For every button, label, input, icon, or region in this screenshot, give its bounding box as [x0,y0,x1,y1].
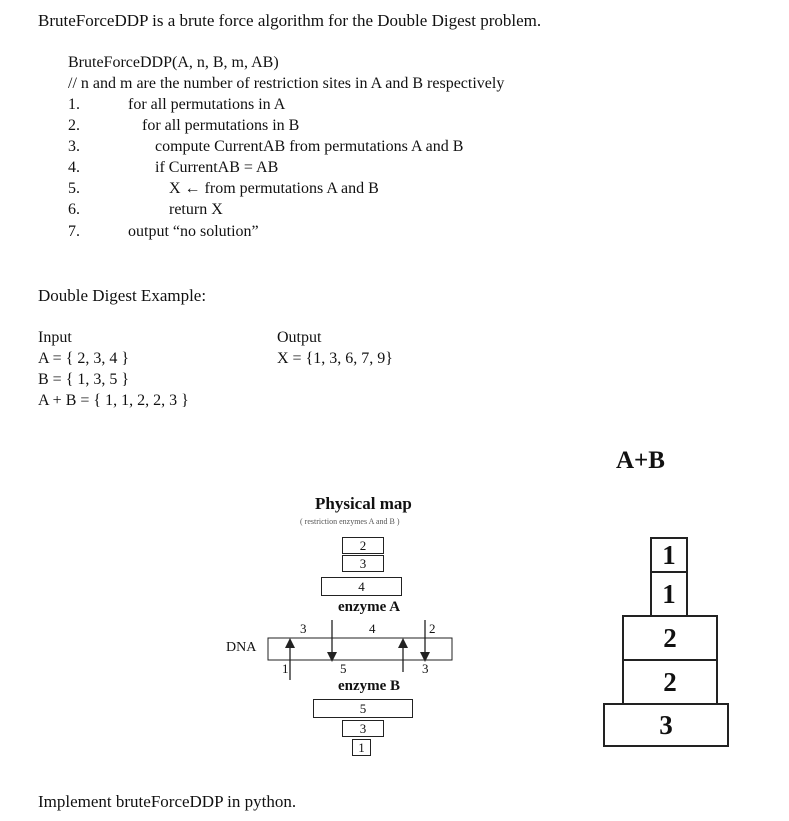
a-segment-label: 4 [369,621,376,636]
sum-block: 2 [622,615,718,661]
dna-strand [260,610,460,685]
sum-block: 1 [650,571,688,617]
enzyme-b-label: enzyme B [338,678,401,694]
sum-title: A+B [616,447,665,474]
sum-block: 3 [603,703,729,747]
line-number: 1. [68,96,80,113]
b-segment-label: 5 [340,661,347,676]
physical-map-title: Physical map [315,494,412,513]
b-segment-label: 3 [422,661,429,676]
algorithm-line: return X [169,201,223,218]
a-stack-block: 2 [342,537,384,554]
b-stack-block: 1 [352,739,371,756]
enzyme-a-label: enzyme A [338,599,401,615]
example-heading: Double Digest Example: [38,286,207,305]
algorithm-comment: // n and m are the number of restriction sites in A and B respectively [68,75,505,92]
b-stack-block: 5 [313,699,413,718]
input-line: A = { 2, 3, 4 } [38,350,130,367]
algorithm-line: X ← from permutations A and B [169,180,379,197]
output-line: X = {1, 3, 6, 7, 9} [277,350,393,367]
a-segment-label: 2 [429,621,436,636]
input-line: B = { 1, 3, 5 } [38,371,130,388]
sum-block: 1 [650,537,688,573]
algorithm-signature: BruteForceDDP(A, n, B, m, AB) [68,54,279,71]
line-number: 6. [68,201,80,218]
line-number: 2. [68,117,80,134]
b-segment-label: 1 [282,661,289,676]
line-number: 3. [68,138,80,155]
algorithm-line: for all permutations in B [142,117,300,134]
algorithm-line: for all permutations in A [128,96,286,113]
intro-text: BruteForceDDP is a brute force algorithm for the Double Digest problem. [38,11,542,30]
input-line: A + B = { 1, 1, 2, 2, 3 } [38,392,189,409]
line-number: 7. [68,223,80,240]
line-number: 5. [68,180,80,197]
a-stack-block: 3 [342,555,384,572]
physical-map-subtitle: ( restriction enzymes A and B ) [300,517,400,526]
b-stack-block: 3 [342,720,384,737]
output-label: Output [277,329,322,346]
line-number: 4. [68,159,80,176]
sum-block: 2 [622,659,718,705]
footer-text: Implement bruteForceDDP in python. [38,792,297,811]
a-stack-block: 4 [321,577,402,596]
input-label: Input [38,329,72,346]
algorithm-line: compute CurrentAB from permutations A and B [155,138,464,155]
algorithm-line: if CurrentAB = AB [155,159,279,176]
dna-label: DNA [226,640,257,655]
a-segment-label: 3 [300,621,307,636]
algorithm-line: output “no solution” [128,223,259,240]
